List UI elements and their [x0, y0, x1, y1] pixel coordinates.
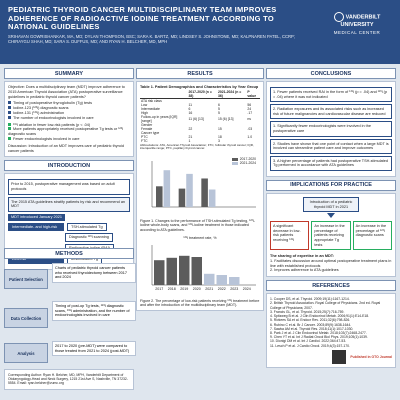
bullet-square-icon	[8, 101, 11, 104]
oak-leaf-icon	[334, 12, 344, 22]
conclusions-panel	[266, 81, 396, 177]
figure1	[140, 155, 260, 232]
reference-item: 3. Francis GL, et al. Thyroid. 2015;25(7):716-759.	[270, 309, 345, 314]
summary-item: Timing of postoperative thyroglobulin (Tg) tests	[13, 101, 92, 106]
method-step	[4, 299, 134, 337]
summary-item: Iodine-123 (¹²³I) diagnostic scans	[13, 106, 69, 111]
method-step-label: Patient Selection	[4, 269, 48, 289]
method-step-text: Charts of pediatric thyroid cancer patients who received thyroidectomy between 2017 and 2024	[52, 263, 136, 283]
reference-item: 8. Park J et al. J Clin Endocrinol Metab. 2018;103(7):2468-2477.	[270, 330, 367, 335]
bar	[164, 170, 171, 207]
left-column	[4, 68, 134, 270]
figure2-title: ¹³¹I treatment rate, %	[183, 236, 217, 240]
table-header-cell	[140, 90, 188, 99]
table-cell: Low	[141, 102, 148, 107]
x-tick-label: 2017	[155, 286, 164, 291]
risk-intermediate-high: Intermediate- and high-risk	[8, 223, 64, 232]
implication-box: A significant decrease in low-risk patients receiving ¹³¹I	[270, 221, 309, 250]
table-cell: Female	[141, 126, 153, 131]
table-cell: ns	[247, 116, 252, 121]
bar	[156, 186, 163, 207]
table-cell: 22	[188, 126, 193, 131]
method-step-text: Timing of post-op Tg tests, ¹²³I diagnostic scans, ¹³¹I administration, and the number of endocrinologists involved in care	[52, 301, 136, 321]
reference-item: 6. Rubino C et al. Br J Cancer. 2003;89(9):1638-1644.	[270, 322, 352, 327]
summary-result: More patients appropriately received postoperative Tg tests or ¹²³I diagnostic scans	[8, 127, 124, 137]
table-cell: 6	[188, 106, 191, 111]
bullet-square-icon	[8, 127, 11, 130]
table-cell: 56	[247, 102, 252, 107]
table-cell: PTC	[141, 134, 148, 139]
bar	[186, 174, 193, 207]
table-cell: Cancer type	[141, 130, 160, 135]
logo-line1: VANDERBILT UNIVERSITY	[340, 14, 381, 28]
bar	[192, 257, 203, 285]
demographics-table	[140, 90, 260, 143]
conclusion-item: 2. Radiation exposures and its associated risks such as increased risk of future malignancies and cardiovascular disease are reduced	[270, 104, 392, 119]
table-cell: .17	[247, 110, 253, 115]
logo-line2: MEDICAL CENTER	[333, 30, 381, 35]
summary-objective: Objective: Does a multidisciplinary team (MDT) improve adherence to 2015 American Thyroid Association (ATA) postoperative surveillance guidelines in pediatric thyroid cancer patients?	[8, 85, 125, 99]
legend-swatch	[232, 162, 238, 165]
bullet-square-icon	[8, 116, 11, 119]
summary-panel	[4, 81, 134, 157]
table-cell: 21	[188, 134, 193, 139]
table-cell: 1	[188, 138, 191, 143]
table-header-cell: 2017-2020 (n = 38)	[188, 90, 217, 99]
summary-result: Fewer endocrinologists involved in care	[13, 136, 80, 141]
implications-top: Introduction of a pediatric thyroid MDT in 2021	[303, 197, 359, 212]
table-header-cell: 2021-2024 (n = 36)	[217, 90, 246, 99]
table-cell: High	[141, 110, 148, 115]
x-tick-label: 2019	[180, 286, 189, 291]
summary-results	[8, 123, 130, 142]
results-panel	[136, 81, 264, 311]
qr-code-icon[interactable]	[332, 350, 346, 364]
methods-section	[4, 248, 134, 390]
reference-item: 2. British Thyroid Association. Royal College of Physicians. 2nd ed. Royal College of Physicians; 2007.	[270, 301, 381, 310]
x-tick-label: 2023	[230, 286, 239, 291]
table-cell: 3	[217, 138, 220, 143]
poster-title: PEDIATRIC THYROID CANCER MULTIDISCIPLINARY TEAM IMPROVES ADHERENCE OF RADIOACTIVE IODINE TREATMENT ACCORDING TO NATIONAL GUIDELINES	[8, 5, 277, 31]
implication-box: An increase in the percentage of patients receiving appropriate Tg tests	[311, 221, 350, 250]
table-cell: .03	[247, 126, 253, 131]
methods-heading: METHODS	[4, 248, 134, 259]
figure2-caption: Figure 2. The percentage of low-risk patients receiving ¹³¹I treatment before and after the introduction of the multidisciplinary team (MDT).	[140, 298, 260, 307]
introduction-heading: INTRODUCTION	[4, 160, 134, 171]
table-cell: 18	[217, 134, 222, 139]
method-step-label: Analysis	[4, 343, 48, 363]
bullet-square-icon	[8, 123, 11, 126]
contact-info: Corresponding Author: Ryan H. Belcher, MD, MPH, Vanderbilt Department of Otolaryngology-Head and Neck Surgery, 1215 21st Ave S, Nashville, TN 37232-5554. Email: ryan.belcher@vumc.org	[4, 369, 134, 390]
bar	[179, 256, 190, 285]
summary-result: ¹³¹I ablation in fewer low-risk patients (p < .04)	[13, 122, 91, 127]
table-caption: Table 1. Patient Demographics and Characteristics by Year Group	[140, 85, 259, 89]
x-tick-label: 2024	[242, 286, 251, 291]
bar	[201, 178, 208, 207]
reference-item: 9. Chen YT et al. Int J Radiat Oncol Biol Phys. 2019;105(1):1039.	[270, 335, 368, 340]
x-tick-label: 2020	[192, 286, 201, 291]
reference-item: 7. Sawka AM et al. Thyroid Res. 2018;11(1):1017-1030.	[270, 326, 354, 331]
implications-heading: IMPLICATIONS FOR PRACTICE	[266, 180, 396, 191]
table-cell: 16	[188, 110, 193, 115]
intro-action: Diagnostic ¹²³I scanning	[65, 233, 113, 242]
summary-heading: SUMMARY	[4, 68, 134, 79]
table-cell: Gender	[141, 122, 153, 127]
table-cell: 11 (6) [13]	[188, 116, 204, 121]
implications-panel	[266, 193, 396, 277]
bullet-square-icon	[8, 106, 11, 109]
x-tick-label: 2021	[205, 286, 214, 291]
bullet-square-icon	[8, 137, 11, 140]
reference-item: 1. Cooper DS, et al. Thyroid. 2009;19(11):1167-1214.	[270, 297, 350, 302]
table-note: Abbreviations: ATA, American Thyroid Association; FTC, follicular thyroid cancer; IQR, interquartile range; PTC, papillary thyroid cancer.	[140, 142, 254, 151]
right-column	[266, 68, 396, 368]
table-cell: 11	[188, 102, 193, 107]
x-tick-label: 2018	[167, 286, 176, 291]
table-cell: 15 (6) [13]	[217, 116, 234, 121]
sharing-heading: The sharing of expertise in an MDT:	[270, 254, 334, 259]
summary-discussion: Discussion: Introduction of an MDT improves care of pediatric thyroid cancer patients	[8, 143, 124, 153]
table-cell: ATA risk class	[141, 98, 162, 103]
sharing-item: 2. Improves adherence to ATA guidelines	[270, 268, 339, 273]
table-cell: 15	[217, 126, 222, 131]
table-cell: Follow-up in years [IQR] [range]	[141, 114, 178, 123]
references-panel	[266, 293, 396, 367]
arrow-down-icon	[327, 213, 335, 218]
table-cell: Intermediate	[141, 106, 160, 111]
figure1-legend	[232, 157, 256, 165]
author-list: SRIHAVAN GOWRISHANKAR, MA, MD; DYLAN THOMPSON, BSC; SARA K. BARTZ, MD; LINDSEY S. JOHNSTONE, MD; KALPNAREN PATEL, CCRP; CHIRAYGU SHAH, MD; SARA S. DUFFUS, MD; AND RYAN H. BELCHER, MD, MPH	[8, 34, 295, 45]
sharing-item: 1. Facilitates discussion around optimal postoperative treatment plans in line with established protocols	[270, 258, 392, 268]
published-label: Published in OTO Journal	[350, 354, 392, 359]
bar	[204, 274, 215, 285]
table-row	[140, 115, 260, 123]
intro-action: TSH-stimulated Tg	[67, 223, 107, 232]
bar	[179, 189, 186, 207]
method-step-label: Data Collection	[4, 308, 48, 328]
table-cell: 5	[217, 110, 220, 115]
figure2-chart	[140, 241, 260, 295]
poster-header	[0, 0, 400, 64]
conclusion-item: 2. Studies have shown that one point of contact when a large MDT is involved can streamline patient care and improve outcomes	[270, 139, 392, 154]
middle-column	[136, 68, 264, 311]
conclusions-heading: CONCLUSIONS	[266, 68, 396, 79]
x-tick-label: 2022	[217, 286, 226, 291]
table-cell: 1.0	[247, 134, 253, 139]
bullet-square-icon	[8, 111, 11, 114]
table-header-cell: P value	[246, 90, 260, 99]
reference-item: 10. Dionigi DM et al. Int J Cardiol. 2022;364:47-53.	[270, 339, 347, 344]
intro-2015-guidelines: The 2015 ATA guidelines stratify patients by risk and recommend an MDT	[8, 197, 130, 212]
bar	[154, 260, 165, 285]
implication-box: An increase in the percentage of ¹²³I diagnostic scans	[353, 221, 392, 250]
figure2	[140, 236, 260, 307]
method-step	[4, 339, 134, 367]
conclusion-item: 1. Fewer patients received RAI in the form of ¹³¹I (p = .04) and ¹²³I (p = .04) where it was not indicated	[270, 87, 392, 102]
figure1-caption: Figure 1. Changes to the performance of TSH-stimulated Tg testing, ¹²³I-iodine whole-body scans, and ¹³¹I-iodine treatment in those indicated according to ATA guidelines.	[140, 218, 255, 232]
bar	[167, 258, 178, 285]
reference-item: 4. Spitzweg B et al. J Clin Endocrinol Metab. 2006;91(1):E14-E18.	[270, 314, 370, 319]
method-step-text: 2017 to 2020 (pre-MDT) were compared to those treated from 2021 to 2024 (post-MDT)	[52, 341, 136, 356]
mdt-introduced-tag: MDT introduced January 2021	[8, 214, 65, 221]
bar	[217, 275, 228, 285]
bar	[229, 277, 240, 285]
summary-item: The number of endocrinologists involved in care	[13, 115, 94, 120]
legend-label: 2017-2020	[239, 156, 256, 161]
table-cell: 24	[247, 106, 252, 111]
references-heading: REFERENCES	[266, 280, 396, 291]
conclusion-item: 1. Significantly fewer endocrinologists were involved in the postoperative care	[270, 121, 392, 136]
conclusion-item: 3. A higher percentage of patients had postoperative TSH-stimulated Tg performed in accordance with ATA guidelines	[270, 156, 392, 171]
vanderbilt-logo	[320, 12, 394, 35]
reference-item: 11. Lesch P et al. J Cardio Oncol. 2019;4(3):157-170.	[270, 343, 350, 348]
intro-prior-2015: Prior to 2015, postoperative management was based on adult protocols	[8, 179, 130, 194]
results-heading: RESULTS	[136, 68, 264, 79]
table-cell: 6	[217, 102, 220, 107]
method-step	[4, 261, 134, 297]
table-cell: 5	[217, 106, 220, 111]
reference-item: 5. Rivkees SA et al. Endocr Rev. 2011;32(6):798-826.	[270, 318, 351, 323]
legend-label: 2021-2024	[239, 160, 256, 165]
summary-items	[8, 101, 130, 120]
summary-item: Iodine-131 (¹³¹I) administration	[13, 110, 65, 115]
table-cell: FTC	[141, 138, 148, 143]
bar	[209, 190, 216, 207]
